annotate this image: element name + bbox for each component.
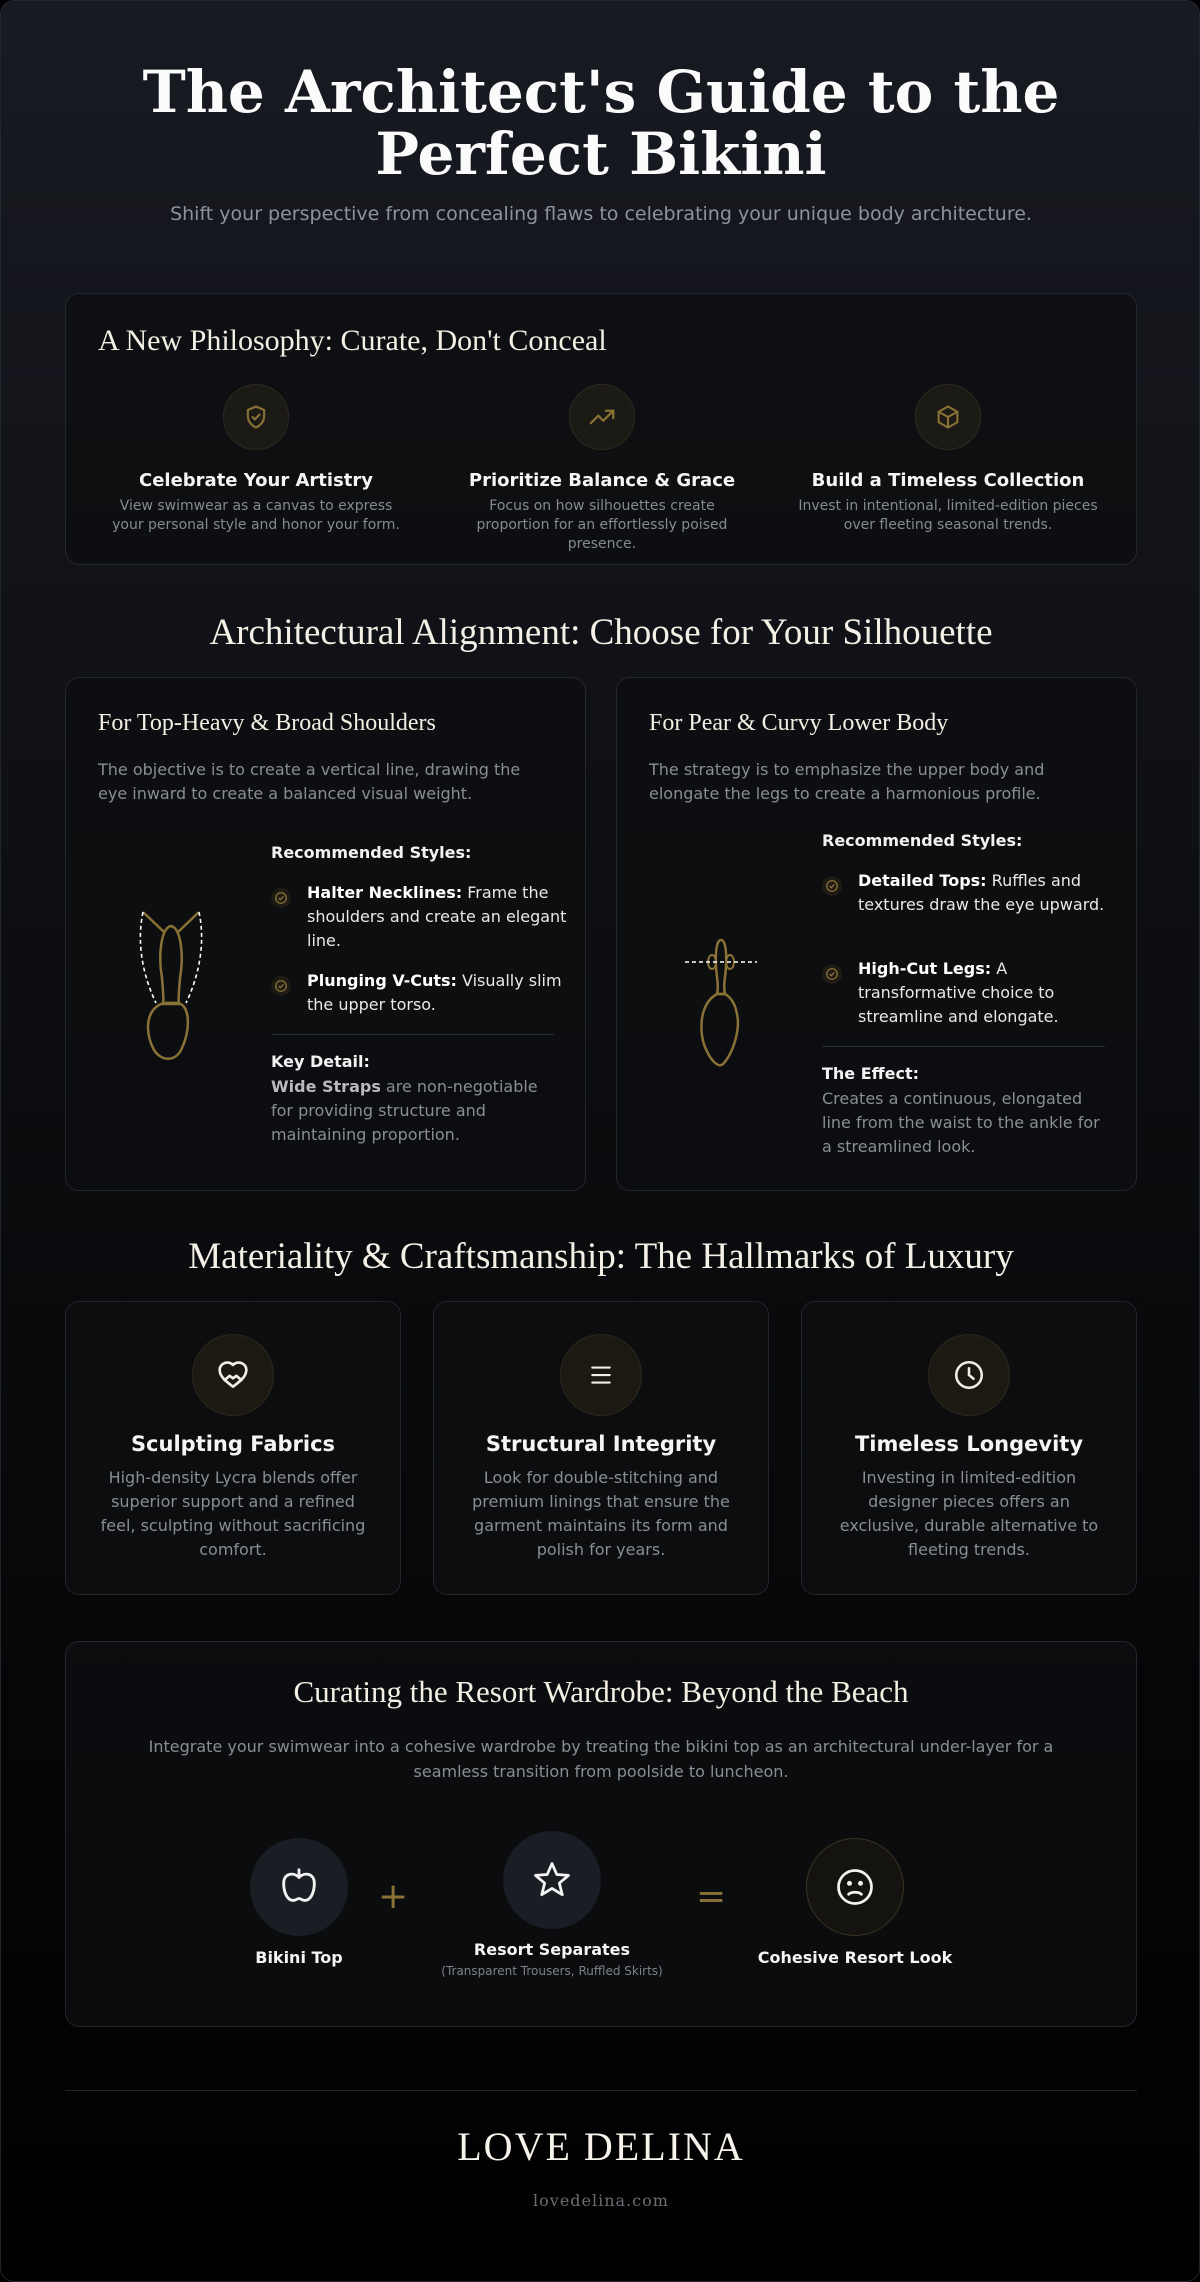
item-bold-label: High-Cut Legs: xyxy=(858,959,992,978)
resort-separates-sublabel: (Transparent Trousers, Ruffled Skirts) xyxy=(441,1964,663,1978)
pear-desc: The strategy is to emphasize the upper body and elongate the legs to create a harmonious profile. xyxy=(649,760,1045,803)
key-detail-bold: Wide Straps xyxy=(271,1077,381,1096)
material-text: Investing in limited-edition designer pieces offers an exclusive, durable alternative to fleeting trends. xyxy=(839,1468,1099,1559)
halter-silhouette-illustration xyxy=(136,900,206,1080)
recommended-item-plunging xyxy=(307,969,569,1017)
check-circle-icon xyxy=(822,964,842,984)
item-bold-label: Halter Necklines: xyxy=(307,883,463,902)
bikini-top-icon xyxy=(250,1838,348,1936)
philosophy-item-artistry xyxy=(96,384,416,535)
philosophy-item-text: View swimwear as a canvas to express your personal style and honor your form. xyxy=(112,498,400,533)
key-detail-rest: are non-negotiable for providing structure and maintaining proportion. xyxy=(271,1077,538,1144)
recommended-item-detailed-tops xyxy=(858,869,1108,917)
top-heavy-desc: The objective is to create a vertical line, drawing the eye inward to create a balanced visual weight. xyxy=(98,760,521,803)
footer-divider xyxy=(65,2090,1137,2091)
pear-card xyxy=(616,677,1137,1191)
shield-check-icon xyxy=(223,384,289,450)
resort-card xyxy=(65,1641,1137,2027)
resort-title: Curating the Resort Wardrobe: Beyond the Beach xyxy=(293,1674,909,1709)
high-cut-silhouette-illustration xyxy=(681,932,761,1092)
brand-logo: LOVE DELINA xyxy=(457,2124,745,2169)
plus-operator: + xyxy=(378,1876,409,1917)
material-card-longevity xyxy=(801,1301,1137,1595)
material-card-fabrics xyxy=(65,1301,401,1595)
section-divider xyxy=(271,1034,554,1035)
item-text: Visually slim the upper torso. xyxy=(307,971,562,1014)
top-heavy-card xyxy=(65,677,586,1191)
material-title: Sculpting Fabrics xyxy=(130,1432,336,1456)
effect-heading: The Effect: xyxy=(822,1064,919,1083)
check-circle-icon xyxy=(271,976,291,996)
website-link[interactable]: lovedelina.com xyxy=(533,2191,669,2210)
recommended-item-high-cut xyxy=(858,957,1108,1029)
face-icon xyxy=(806,1838,904,1936)
cube-icon xyxy=(915,384,981,450)
philosophy-card xyxy=(65,293,1137,565)
title-line-2: Perfect Bikini xyxy=(375,120,827,188)
key-detail-heading: Key Detail: xyxy=(271,1052,370,1071)
recommended-styles-heading: Recommended Styles: xyxy=(822,831,1023,850)
top-heavy-title: For Top-Heavy & Broad Shoulders xyxy=(98,710,436,736)
material-text: Look for double-stitching and premium linings that ensure the garment maintains its form and polish for years. xyxy=(472,1468,730,1559)
material-card-structure xyxy=(433,1301,769,1595)
philosophy-item-text: Focus on how silhouettes create proportion for an effortlessly poised presence. xyxy=(476,498,728,552)
clock-icon xyxy=(928,1334,1010,1416)
item-text: Ruffles and textures draw the eye upward. xyxy=(858,871,1105,914)
philosophy-item-title: Celebrate Your Artistry xyxy=(139,470,373,491)
philosophy-item-balance xyxy=(442,384,762,554)
philosophy-item-collection xyxy=(788,384,1108,535)
section-divider xyxy=(822,1046,1105,1047)
bikini-top-label: Bikini Top xyxy=(255,1948,343,1967)
heart-hands-icon xyxy=(192,1334,274,1416)
recommended-styles-heading: Recommended Styles: xyxy=(271,843,472,862)
material-title: Structural Integrity xyxy=(485,1432,717,1456)
item-bold-label: Detailed Tops: xyxy=(858,871,987,890)
star-icon xyxy=(503,1831,601,1929)
cohesive-look-label: Cohesive Resort Look xyxy=(757,1948,953,1967)
effect-text: Creates a continuous, elongated line from the waist to the ankle for a streamlined look. xyxy=(822,1089,1100,1156)
page-subtitle: Shift your perspective from concealing flaws to celebrating your unique body architecture. xyxy=(170,203,1032,225)
resort-separates-label: Resort Separates xyxy=(473,1940,631,1959)
philosophy-item-title: Prioritize Balance & Grace xyxy=(468,470,736,491)
philosophy-item-text: Invest in intentional, limited-edition pieces over fleeting seasonal trends. xyxy=(798,498,1098,533)
philosophy-item-title: Build a Timeless Collection xyxy=(811,470,1085,491)
material-title: Timeless Longevity xyxy=(854,1432,1084,1456)
key-detail-text xyxy=(271,1075,561,1147)
item-text: A transformative choice to streamline and elongate. xyxy=(858,959,1059,1026)
material-text: High-density Lycra blends offer superior support and a refined feel, sculpting without sacrificing comfort. xyxy=(100,1468,366,1559)
check-circle-icon xyxy=(822,876,842,896)
materiality-title: Materiality & Craftsmanship: The Hallmarks of Luxury xyxy=(188,1236,1014,1277)
page-title xyxy=(1,58,1200,188)
equals-operator: = xyxy=(696,1876,727,1917)
item-bold-label: Plunging V-Cuts: xyxy=(307,971,457,990)
philosophy-title: A New Philosophy: Curate, Don't Conceal xyxy=(98,324,607,357)
alignment-title: Architectural Alignment: Choose for Your Silhouette xyxy=(209,612,993,653)
title-line-1: The Architect's Guide to the xyxy=(142,58,1060,126)
recommended-item-halter xyxy=(307,881,569,953)
menu-lines-icon xyxy=(560,1334,642,1416)
resort-desc: Integrate your swimwear into a cohesive wardrobe by treating the bikini top as an architectural under-layer for a seamless transition from poolside to luncheon. xyxy=(148,1737,1054,1781)
pear-title: For Pear & Curvy Lower Body xyxy=(649,710,949,736)
item-text: Frame the shoulders and create an elegant line. xyxy=(307,883,567,950)
check-circle-icon xyxy=(271,888,291,908)
trending-up-icon xyxy=(569,384,635,450)
